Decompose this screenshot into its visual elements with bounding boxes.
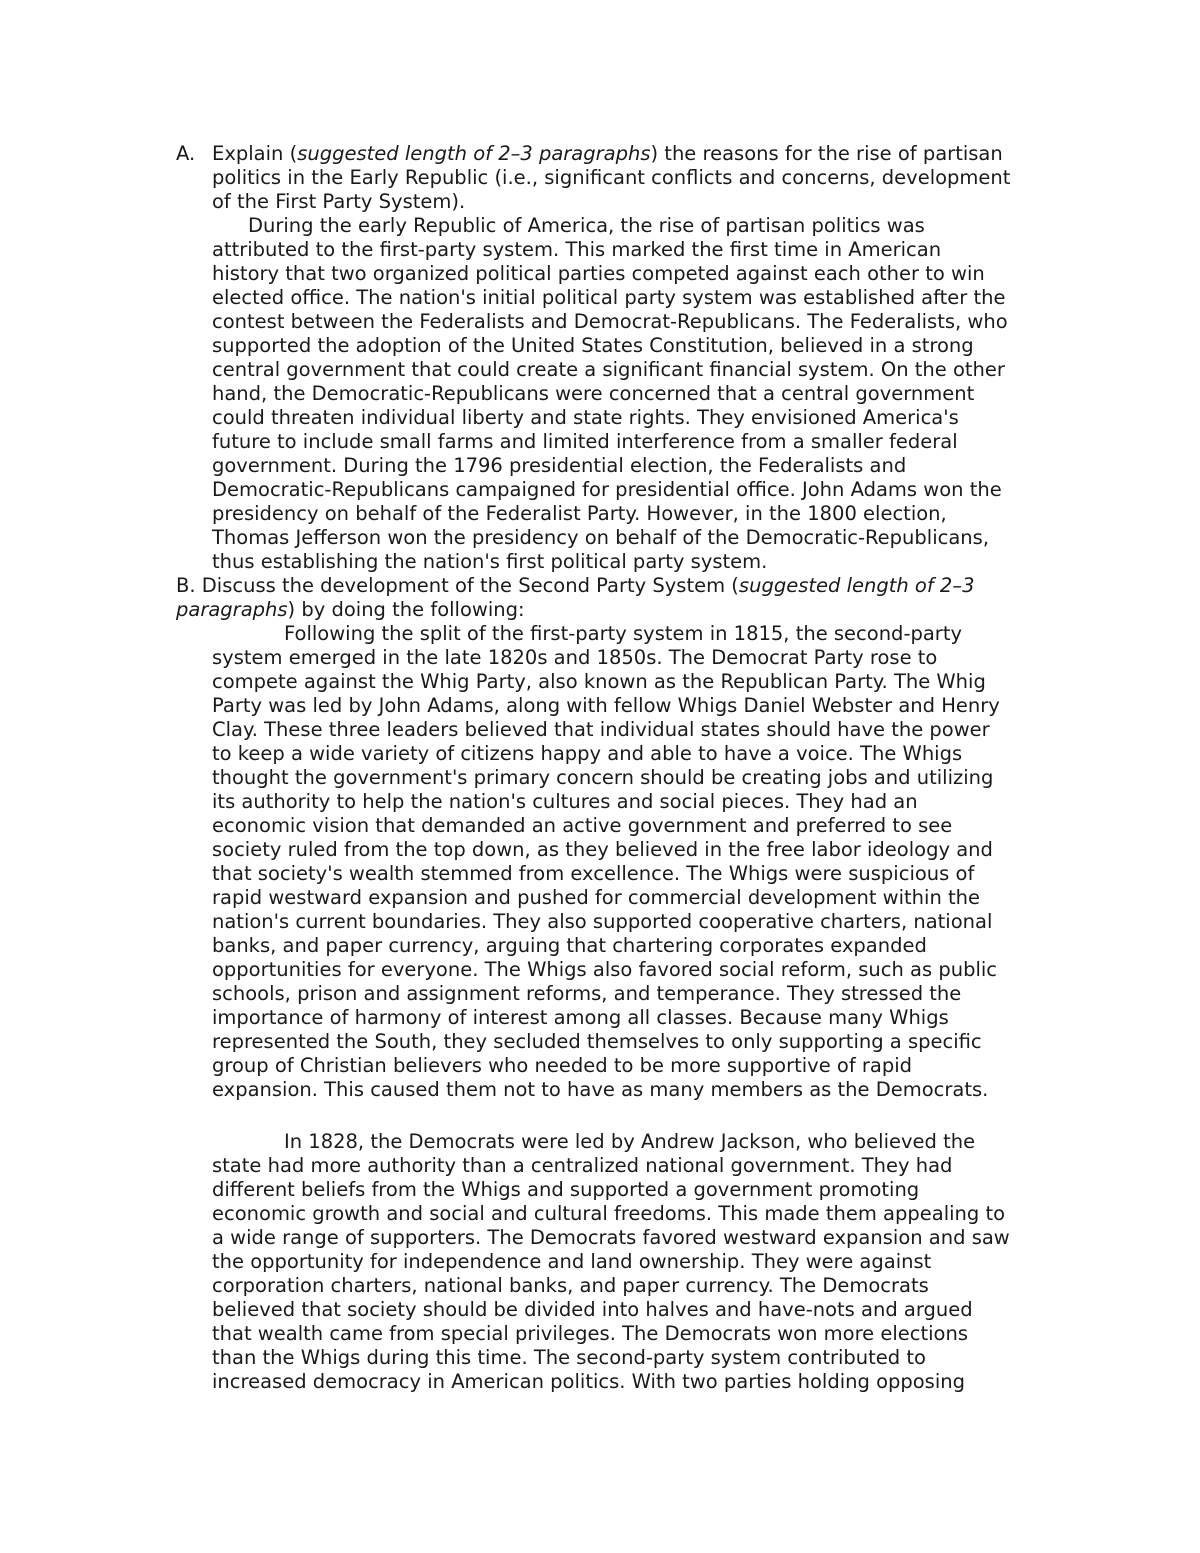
- paragraph-line: thought the government's primary concern should be creating jobs and utilizing: [212, 766, 994, 789]
- prompt-text: B. Discuss the development of the Second Party System (: [176, 574, 739, 597]
- paragraph-line: Following the split of the first-party system in 1815, the second-party: [284, 622, 963, 645]
- paragraph-line: economic vision that demanded an active government and preferred to see: [212, 814, 953, 837]
- paragraph-line: believed that society should be divided into halves and have-nots and argued: [212, 1298, 973, 1321]
- paragraph-line: opportunities for everyone. The Whigs also favored social reform, such as public: [212, 958, 997, 981]
- answer-line: future to include small farms and limited interference from a smaller federal: [212, 430, 958, 453]
- section-b-prompt-line-1: [176, 574, 974, 598]
- answer-line: history that two organized political parties competed against each other to win: [212, 262, 985, 285]
- paragraph-line: than the Whigs during this time. The second-party system contributed to: [212, 1346, 926, 1369]
- section-a-prompt-line-2: politics in the Early Republic (i.e., significant conflicts and concerns, development: [212, 166, 1011, 189]
- answer-line: Democratic-Republicans campaigned for presidential office. John Adams won the: [212, 478, 1002, 501]
- paragraph-line: expansion. This caused them not to have as many members as the Democrats.: [212, 1078, 989, 1101]
- paragraph-line: economic growth and social and cultural freedoms. This made them appealing to: [212, 1202, 1006, 1225]
- section-a-prompt-line-3: of the First Party System).: [212, 190, 466, 213]
- paragraph-line: different beliefs from the Whigs and supported a government promoting: [212, 1178, 920, 1201]
- answer-line: Thomas Jefferson won the presidency on behalf of the Democratic-Republicans,: [212, 526, 990, 549]
- paragraph-line: group of Christian believers who needed to be more supportive of rapid: [212, 1054, 913, 1077]
- answer-line: supported the adoption of the United States Constitution, believed in a strong: [212, 334, 974, 357]
- answer-line: could threaten individual liberty and state rights. They envisioned America's: [212, 406, 959, 429]
- prompt-italic: suggested length of 2–3 paragraphs: [297, 142, 651, 165]
- paragraph-line: rapid westward expansion and pushed for commercial development within the: [212, 886, 981, 909]
- paragraph-line: the opportunity for independence and land ownership. They were against: [212, 1250, 932, 1273]
- prompt-text: ) the reasons for the rise of partisan: [650, 142, 1003, 165]
- paragraph-line: system emerged in the late 1820s and 1850s. The Democrat Party rose to: [212, 646, 938, 669]
- paragraph-line: compete against the Whig Party, also known as the Republican Party. The Whig: [212, 670, 986, 693]
- answer-line: thus establishing the nation's first political party system.: [212, 550, 768, 573]
- section-a-prompt-line-1: [212, 142, 1003, 166]
- paragraph-line: In 1828, the Democrats were led by Andrew Jackson, who believed the: [284, 1130, 976, 1153]
- paragraph-line: nation's current boundaries. They also supported cooperative charters, national: [212, 910, 993, 933]
- paragraph-line: that wealth came from special privileges. The Democrats won more elections: [212, 1322, 968, 1345]
- paragraph-line: its authority to help the nation's cultures and social pieces. They had an: [212, 790, 918, 813]
- paragraph-line: that society's wealth stemmed from excellence. The Whigs were suspicious of: [212, 862, 975, 885]
- section-b-prompt-line-2: [176, 598, 525, 622]
- paragraph-line: society ruled from the top down, as they believed in the free labor ideology and: [212, 838, 993, 861]
- paragraph-line: to keep a wide variety of citizens happy and able to have a voice. The Whigs: [212, 742, 963, 765]
- answer-line: presidency on behalf of the Federalist Party. However, in the 1800 election,: [212, 502, 947, 525]
- answer-line: contest between the Federalists and Democrat-Republicans. The Federalists, who: [212, 310, 1008, 333]
- answer-line: elected office. The nation's initial political party system was established after the: [212, 286, 1006, 309]
- answer-line: hand, the Democratic-Republicans were concerned that a central government: [212, 382, 975, 405]
- prompt-text: ) by doing the following:: [287, 598, 525, 621]
- prompt-italic: suggested length of 2–3: [738, 574, 975, 597]
- paragraph-line: Party was led by John Adams, along with fellow Whigs Daniel Webster and Henry: [212, 694, 1000, 717]
- list-marker-a: A.: [176, 142, 196, 165]
- paragraph-line: importance of harmony of interest among all classes. Because many Whigs: [212, 1006, 949, 1029]
- prompt-italic: paragraphs: [176, 598, 288, 621]
- paragraph-line: state had more authority than a centralized national government. They had: [212, 1154, 953, 1177]
- paragraph-line: schools, prison and assignment reforms, and temperance. They stressed the: [212, 982, 962, 1005]
- paragraph-line: increased democracy in American politics. With two parties holding opposing: [212, 1370, 965, 1393]
- answer-line: central government that could create a significant financial system. On the other: [212, 358, 1005, 381]
- paragraph-line: banks, and paper currency, arguing that chartering corporates expanded: [212, 934, 927, 957]
- paragraph-line: represented the South, they secluded themselves to only supporting a specific: [212, 1030, 982, 1053]
- paragraph-line: a wide range of supporters. The Democrats favored westward expansion and saw: [212, 1226, 1010, 1249]
- paragraph-line: corporation charters, national banks, and paper currency. The Democrats: [212, 1274, 929, 1297]
- prompt-text: Explain (: [212, 142, 298, 165]
- paragraph-line: Clay. These three leaders believed that individual states should have the power: [212, 718, 990, 741]
- answer-line: government. During the 1796 presidential election, the Federalists and: [212, 454, 907, 477]
- answer-line: During the early Republic of America, the rise of partisan politics was: [248, 214, 925, 237]
- answer-line: attributed to the first-party system. This marked the first time in American: [212, 238, 942, 261]
